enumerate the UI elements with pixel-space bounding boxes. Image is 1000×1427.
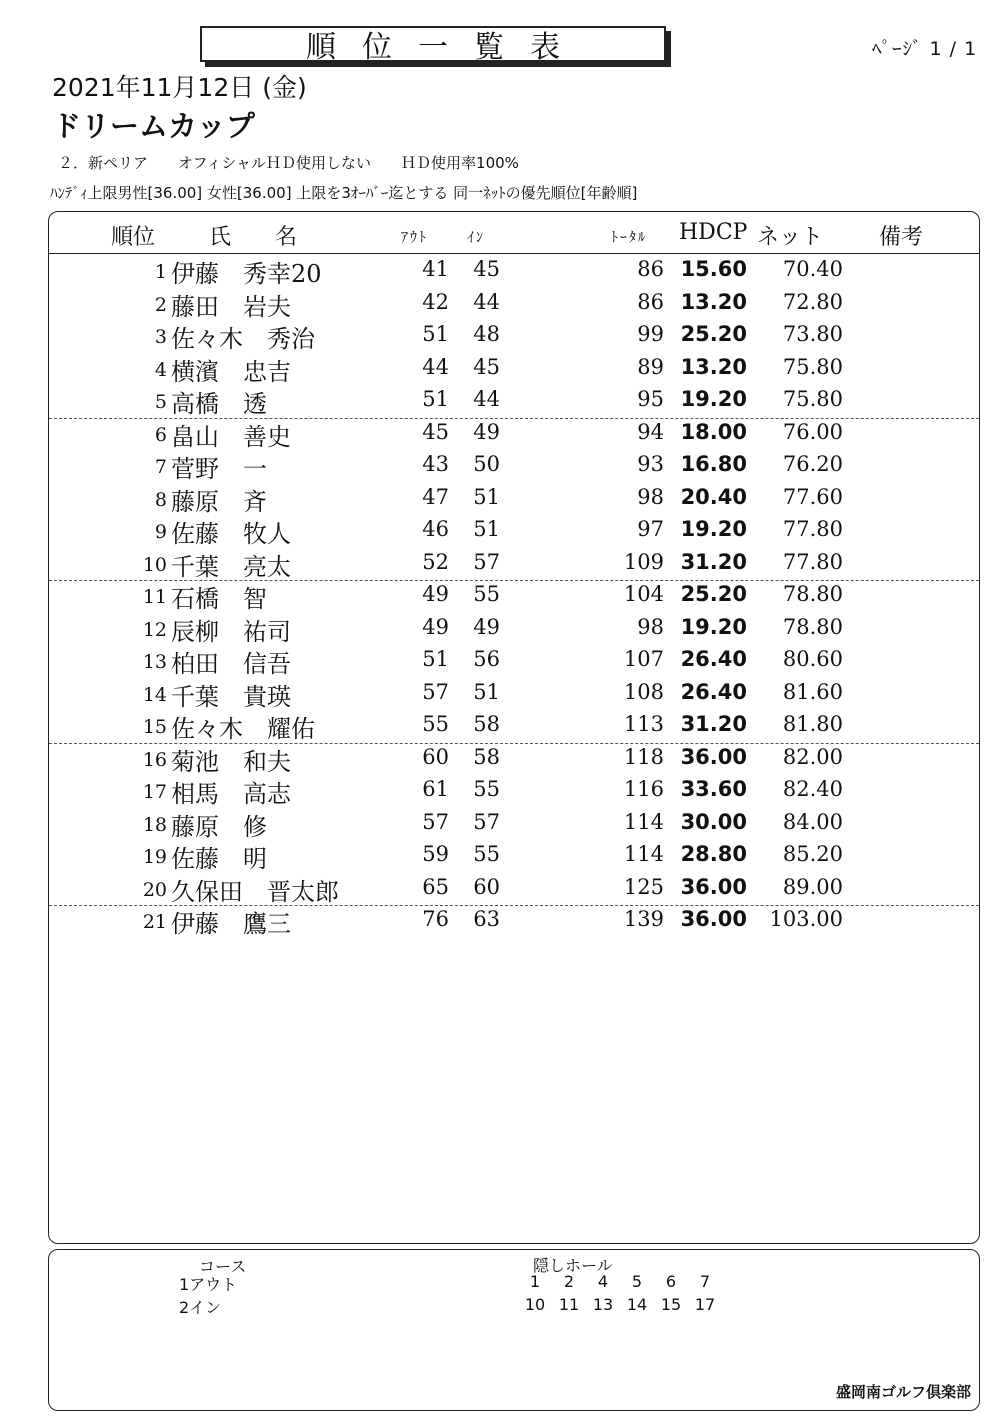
total-score-cell: 109 xyxy=(623,549,664,574)
hidden-hole-number: 14 xyxy=(626,1295,648,1314)
total-score-cell: 86 xyxy=(637,289,664,314)
rank-cell: 7 xyxy=(154,456,167,478)
out-score-cell: 57 xyxy=(422,809,449,834)
hidden-hole-number: 11 xyxy=(558,1295,580,1314)
name-cell: 藤原 斉 xyxy=(171,487,267,516)
table-row xyxy=(49,547,979,580)
in-score-cell: 44 xyxy=(473,387,500,411)
out-score-cell: 49 xyxy=(422,582,449,606)
hidden-holes-box xyxy=(48,1249,980,1411)
club-name: 盛岡南ゴルフ倶楽部 xyxy=(835,1383,971,1401)
hdcp-cell: 13.20 xyxy=(680,354,747,379)
rank-cell: 8 xyxy=(154,488,167,511)
hidden-hole-number: 13 xyxy=(592,1295,614,1314)
out-score-cell: 43 xyxy=(422,452,449,476)
in-score-cell: 51 xyxy=(473,679,500,704)
net-score-cell: 89.00 xyxy=(782,874,843,899)
hdcp-cell: 26.40 xyxy=(680,679,747,704)
total-score-cell: 86 xyxy=(637,257,664,281)
table-row xyxy=(49,579,979,612)
rank-cell: 1 xyxy=(154,261,167,283)
out-score-cell: 45 xyxy=(422,419,449,444)
hdcp-cell: 18.00 xyxy=(680,419,747,444)
rank-cell: 5 xyxy=(154,391,167,413)
net-score-cell: 82.00 xyxy=(782,744,843,769)
out-score-cell: 55 xyxy=(422,712,449,736)
results-table xyxy=(48,211,980,1244)
net-score-cell: 85.20 xyxy=(782,842,843,866)
hdcp-cell: 30.00 xyxy=(680,809,747,834)
header-out: ｱｳﾄ xyxy=(401,230,428,246)
table-row xyxy=(49,677,979,710)
name-cell: 藤原 修 xyxy=(171,812,267,841)
out-score-cell: 65 xyxy=(422,874,449,899)
net-score-cell: 76.20 xyxy=(782,452,843,476)
hdcp-cell: 31.20 xyxy=(680,712,747,736)
table-header xyxy=(49,212,979,254)
rank-cell: 4 xyxy=(154,358,167,381)
hdcp-cell: 33.60 xyxy=(680,777,747,801)
total-score-cell: 114 xyxy=(623,842,664,866)
rank-cell: 20 xyxy=(142,878,167,901)
total-score-cell: 98 xyxy=(637,484,664,509)
name-cell: 藤田 岩夫 xyxy=(171,292,291,321)
net-score-cell: 76.00 xyxy=(782,419,843,444)
hdcp-cell: 15.60 xyxy=(680,257,747,281)
in-score-cell: 49 xyxy=(473,614,500,639)
out-score-cell: 57 xyxy=(422,679,449,704)
net-score-cell: 75.80 xyxy=(782,354,843,379)
total-score-cell: 98 xyxy=(637,614,664,639)
rank-cell: 16 xyxy=(142,748,167,771)
table-row xyxy=(49,254,979,287)
hdcp-cell: 36.00 xyxy=(680,907,747,931)
out-score-cell: 46 xyxy=(422,517,449,541)
name-cell: 佐藤 牧人 xyxy=(171,520,291,548)
event-date: 2021年11月12日 (金) xyxy=(52,73,307,102)
name-cell: 石橋 智 xyxy=(171,585,267,613)
hidden-hole-number: 15 xyxy=(660,1295,682,1314)
hdcp-cell: 36.00 xyxy=(680,874,747,899)
table-row xyxy=(49,742,979,775)
total-score-cell: 114 xyxy=(623,809,664,834)
name-cell: 相馬 高志 xyxy=(171,780,291,808)
hidden-hole-number: 17 xyxy=(694,1295,716,1314)
title-box xyxy=(200,26,666,65)
in-score-cell: 50 xyxy=(473,452,500,476)
rank-cell: 19 xyxy=(142,846,167,868)
name-cell: 伊藤 鷹三 xyxy=(171,910,291,938)
rank-cell: 18 xyxy=(142,813,167,836)
in-score-cell: 57 xyxy=(473,549,500,574)
hidden-hole-number: 1 xyxy=(529,1272,541,1291)
total-score-cell: 125 xyxy=(623,874,664,899)
rule-line-1: ２．新ペリア オフィシャルＨＤ使用しない ＨＤ使用率100% xyxy=(58,154,519,172)
hdcp-cell: 19.20 xyxy=(680,387,747,411)
rank-cell: 2 xyxy=(154,293,167,316)
total-score-cell: 139 xyxy=(623,907,664,931)
rank-cell: 3 xyxy=(154,326,167,348)
table-row xyxy=(49,482,979,515)
name-cell: 千葉 貴瑛 xyxy=(171,682,291,711)
rank-cell: 21 xyxy=(142,911,167,933)
name-cell: 佐藤 明 xyxy=(171,845,267,873)
name-cell: 久保田 晋太郎 xyxy=(171,877,339,906)
hdcp-cell: 20.40 xyxy=(680,484,747,509)
total-score-cell: 116 xyxy=(623,777,664,801)
page-number: ﾍﾟｰｼﾞ 1 / 1 xyxy=(872,38,978,60)
name-cell: 佐々木 秀治 xyxy=(171,325,315,353)
hdcp-cell: 16.80 xyxy=(680,452,747,476)
net-score-cell: 70.40 xyxy=(782,257,843,281)
rank-cell: 17 xyxy=(142,781,167,803)
out-score-cell: 51 xyxy=(422,322,449,346)
out-score-cell: 60 xyxy=(422,744,449,769)
name-cell: 高橋 透 xyxy=(171,390,267,418)
net-score-cell: 78.80 xyxy=(782,614,843,639)
total-score-cell: 118 xyxy=(623,744,664,769)
in-score-cell: 45 xyxy=(473,354,500,379)
out-score-cell: 44 xyxy=(422,354,449,379)
out-score-cell: 59 xyxy=(422,842,449,866)
table-row xyxy=(49,612,979,645)
out-score-cell: 52 xyxy=(422,549,449,574)
table-row xyxy=(49,774,979,807)
in-score-cell: 51 xyxy=(473,484,500,509)
table-row xyxy=(49,352,979,385)
hidden-hole-number: 6 xyxy=(665,1272,677,1291)
table-row xyxy=(49,449,979,482)
in-score-cell: 49 xyxy=(473,419,500,444)
name-cell: 伊藤 秀幸20 xyxy=(171,260,322,288)
net-score-cell: 77.80 xyxy=(782,549,843,574)
hdcp-cell: 31.20 xyxy=(680,549,747,574)
rank-cell: 9 xyxy=(154,521,167,543)
name-cell: 千葉 亮太 xyxy=(171,552,291,581)
in-score-cell: 55 xyxy=(473,842,500,866)
in-score-cell: 57 xyxy=(473,809,500,834)
header-in: ｲﾝ xyxy=(467,230,485,246)
total-score-cell: 89 xyxy=(637,354,664,379)
out-score-cell: 61 xyxy=(422,777,449,801)
in-score-cell: 56 xyxy=(473,647,500,671)
total-score-cell: 99 xyxy=(637,322,664,346)
out-score-cell: 49 xyxy=(422,614,449,639)
rank-cell: 6 xyxy=(154,423,167,446)
net-score-cell: 81.60 xyxy=(782,679,843,704)
header-remarks: 備考 xyxy=(879,225,924,250)
event-name: ドリームカップ xyxy=(52,109,255,143)
name-cell: 菅野 一 xyxy=(171,455,267,483)
out-score-cell: 51 xyxy=(422,387,449,411)
hidden-hole-label: 隠しホール xyxy=(533,1256,613,1275)
total-score-cell: 95 xyxy=(637,387,664,411)
hidden-hole-number: 4 xyxy=(597,1272,609,1291)
total-score-cell: 104 xyxy=(623,582,664,606)
name-cell: 菊池 和夫 xyxy=(171,747,291,776)
total-score-cell: 94 xyxy=(637,419,664,444)
hdcp-cell: 28.80 xyxy=(680,842,747,866)
out-score-cell: 51 xyxy=(422,647,449,671)
net-score-cell: 75.80 xyxy=(782,387,843,411)
total-score-cell: 97 xyxy=(637,517,664,541)
name-cell: 柏田 信吾 xyxy=(171,650,291,678)
table-row xyxy=(49,287,979,320)
table-row xyxy=(49,839,979,872)
hidden-hole-number: 7 xyxy=(699,1272,711,1291)
table-row xyxy=(49,904,979,937)
in-score-cell: 44 xyxy=(473,289,500,314)
header-net: ネット xyxy=(757,225,824,250)
in-score-cell: 63 xyxy=(473,907,500,931)
in-score-cell: 58 xyxy=(473,712,500,736)
name-cell: 畠山 善史 xyxy=(171,422,291,451)
course-label: コース xyxy=(199,1257,247,1276)
rank-cell: 13 xyxy=(142,651,167,673)
hidden-hole-number: 10 xyxy=(524,1295,546,1314)
rank-cell: 14 xyxy=(142,683,167,706)
total-score-cell: 107 xyxy=(623,647,664,671)
hdcp-cell: 36.00 xyxy=(680,744,747,769)
hidden-hole-number: 2 xyxy=(563,1272,575,1291)
net-score-cell: 103.00 xyxy=(769,907,843,931)
table-row xyxy=(49,319,979,352)
rank-cell: 11 xyxy=(142,586,167,608)
out-score-cell: 42 xyxy=(422,289,449,314)
hdcp-cell: 26.40 xyxy=(680,647,747,671)
rule-line-2: ﾊﾝﾃﾞｨ上限男性[36.00] 女性[36.00] 上限を3ｵｰﾊﾞｰ迄とする 同一ﾈｯﾄの優先順位[年齢順] xyxy=(50,184,638,202)
hdcp-cell: 25.20 xyxy=(680,322,747,346)
in-score-cell: 45 xyxy=(473,257,500,281)
table-row xyxy=(49,384,979,417)
course-in: 2イン xyxy=(179,1298,222,1317)
name-cell: 横濱 忠吉 xyxy=(171,357,291,386)
name-cell: 佐々木 耀佑 xyxy=(171,715,315,743)
rank-cell: 12 xyxy=(142,618,167,641)
table-row xyxy=(49,417,979,450)
table-row xyxy=(49,872,979,905)
rank-cell: 10 xyxy=(142,553,167,576)
hdcp-cell: 19.20 xyxy=(680,517,747,541)
name-cell: 辰柳 祐司 xyxy=(171,617,291,646)
header-name: 氏 名 xyxy=(209,225,298,250)
header-rank: 順位 xyxy=(111,225,156,250)
hdcp-cell: 25.20 xyxy=(680,582,747,606)
in-score-cell: 48 xyxy=(473,322,500,346)
hdcp-cell: 19.20 xyxy=(680,614,747,639)
page-title: 順位一覧表 xyxy=(306,30,586,65)
net-score-cell: 73.80 xyxy=(782,322,843,346)
in-score-cell: 60 xyxy=(473,874,500,899)
net-score-cell: 81.80 xyxy=(782,712,843,736)
table-row xyxy=(49,709,979,742)
net-score-cell: 78.80 xyxy=(782,582,843,606)
net-score-cell: 84.00 xyxy=(782,809,843,834)
course-out: 1アウト xyxy=(179,1275,238,1294)
hidden-hole-number: 5 xyxy=(631,1272,643,1291)
header-total: ﾄｰﾀﾙ xyxy=(611,230,647,246)
total-score-cell: 113 xyxy=(623,712,664,736)
total-score-cell: 93 xyxy=(637,452,664,476)
table-row xyxy=(49,514,979,547)
out-score-cell: 76 xyxy=(422,907,449,931)
table-row xyxy=(49,644,979,677)
table-row xyxy=(49,807,979,840)
header-hdcp: HDCP xyxy=(679,220,748,245)
in-score-cell: 58 xyxy=(473,744,500,769)
hdcp-cell: 13.20 xyxy=(680,289,747,314)
net-score-cell: 77.60 xyxy=(782,484,843,509)
net-score-cell: 77.80 xyxy=(782,517,843,541)
in-score-cell: 55 xyxy=(473,582,500,606)
net-score-cell: 72.80 xyxy=(782,289,843,314)
net-score-cell: 80.60 xyxy=(782,647,843,671)
out-score-cell: 47 xyxy=(422,484,449,509)
in-score-cell: 55 xyxy=(473,777,500,801)
rank-cell: 15 xyxy=(142,716,167,738)
in-score-cell: 51 xyxy=(473,517,500,541)
out-score-cell: 41 xyxy=(422,257,449,281)
total-score-cell: 108 xyxy=(623,679,664,704)
net-score-cell: 82.40 xyxy=(782,777,843,801)
